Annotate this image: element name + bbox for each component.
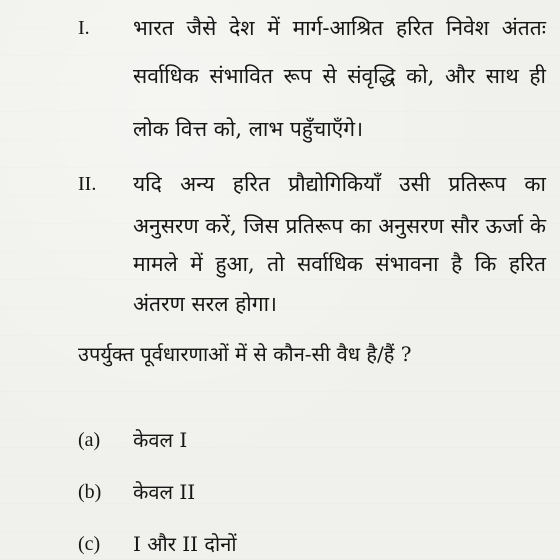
statement-2-line-1: यदि अन्य हरित प्रौद्योगिकियाँ उसी प्रतिरूप का [133, 172, 546, 196]
statement-2-numeral: II. [78, 173, 97, 195]
option-c-text: I और II दोनों [133, 532, 237, 556]
option-a-label: (a) [78, 429, 101, 451]
statement-1-line-3: लोक वित्त को, लाभ पहुँचाएँगे। [133, 117, 364, 141]
option-a-text: केवल I [133, 428, 188, 452]
question-text: उपर्युक्त पूर्वधारणाओं में से कौन-सी वैध है/हैं ? [78, 342, 412, 366]
statement-1-numeral: I. [78, 17, 90, 39]
option-b-label: (b) [78, 481, 102, 503]
statement-2-line-4: अंतरण सरल होगा। [133, 292, 277, 316]
statement-1-line-1: भारत जैसे देश में मार्ग-आश्रित हरित निवेश अंततः [133, 16, 546, 40]
option-c-label: (c) [78, 533, 101, 555]
statement-2-line-3: मामले में हुआ, तो सर्वाधिक संभावना है कि हरित [133, 252, 546, 276]
statement-2-line-2: अनुसरण करें, जिस प्रतिरूप का अनुसरण सौर ऊर्जा के [133, 214, 546, 238]
option-b-text: केवल II [133, 480, 196, 504]
statement-1-line-2: सर्वाधिक संभावित रूप से संवृद्धि को, और साथ ही [133, 64, 546, 88]
